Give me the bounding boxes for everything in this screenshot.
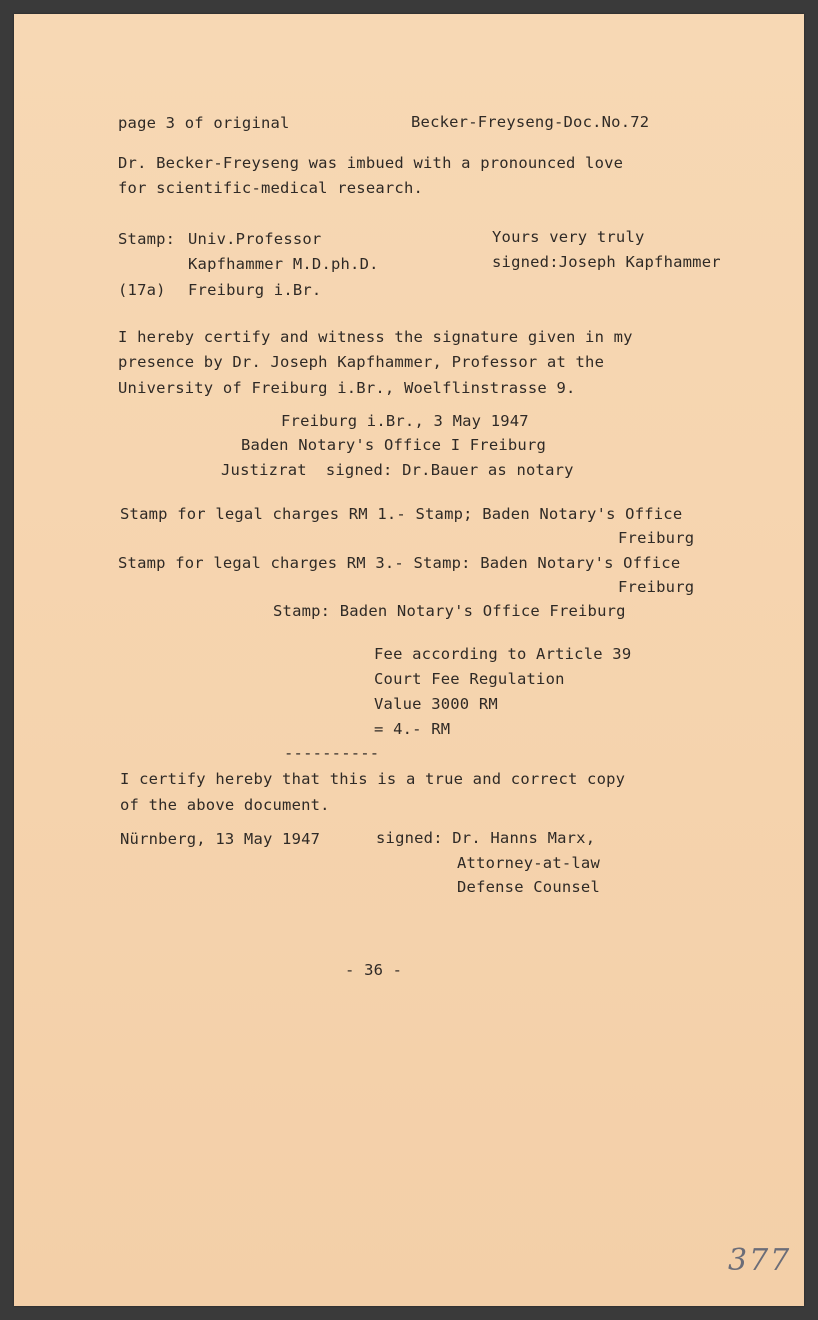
stamp-line-3: Freiburg i.Br. [188, 281, 322, 299]
stamp-reference: (17a) [118, 281, 166, 299]
counsel-title: Attorney-at-law [457, 854, 600, 872]
notary-signature: Justizrat signed: Dr.Bauer as notary [221, 461, 574, 479]
document-page [14, 14, 804, 1306]
page-reference: page 3 of original [118, 114, 290, 132]
certification-line-3: University of Freiburg i.Br., Woelflinstrasse 9. [118, 379, 576, 397]
page-number: - 36 - [345, 961, 403, 979]
fee-line-1: Fee according to Article 39 [374, 645, 632, 663]
fee-line-4: = 4.- RM [374, 720, 451, 738]
intro-line-1: Dr. Becker-Freyseng was imbued with a pronounced love [118, 154, 624, 172]
fee-line-3: Value 3000 RM [374, 695, 498, 713]
notary-office-stamp: Stamp: Baden Notary's Office Freiburg [273, 602, 626, 620]
legal-charge-stamp-1: Stamp for legal charges RM 1.- Stamp; Baden Notary's Office [120, 505, 683, 523]
fee-line-2: Court Fee Regulation [374, 670, 565, 688]
signatory: signed:Joseph Kapfhammer [492, 253, 721, 271]
stamp-line-1: Univ.Professor [188, 230, 322, 248]
legal-charge-stamp-2-city: Freiburg [618, 578, 695, 596]
handwritten-page-number: 377 [728, 1243, 792, 1278]
counsel-role: Defense Counsel [457, 878, 600, 896]
certification-line-2: presence by Dr. Joseph Kapfhammer, Professor at the [118, 353, 605, 371]
intro-line-2: for scientific-medical research. [118, 179, 424, 197]
counsel-signature: signed: Dr. Hanns Marx, [376, 829, 596, 847]
counsel-place-date: Nürnberg, 13 May 1947 [120, 830, 321, 848]
copy-certification-line-1: I certify hereby that this is a true and correct copy [120, 770, 626, 788]
legal-charge-stamp-2: Stamp for legal charges RM 3.- Stamp: Baden Notary's Office [118, 554, 681, 572]
document-number: Becker-Freyseng-Doc.No.72 [411, 113, 650, 131]
separator-line: ---------- [284, 744, 380, 762]
notary-place-date: Freiburg i.Br., 3 May 1947 [281, 412, 529, 430]
notary-office: Baden Notary's Office I Freiburg [241, 436, 547, 454]
stamp-line-2: Kapfhammer M.D.ph.D. [188, 255, 379, 273]
copy-certification-line-2: of the above document. [120, 796, 330, 814]
closing-salutation: Yours very truly [492, 228, 645, 246]
stamp-label: Stamp: [118, 230, 176, 248]
legal-charge-stamp-1-city: Freiburg [618, 529, 695, 547]
certification-line-1: I hereby certify and witness the signature given in my [118, 328, 633, 346]
